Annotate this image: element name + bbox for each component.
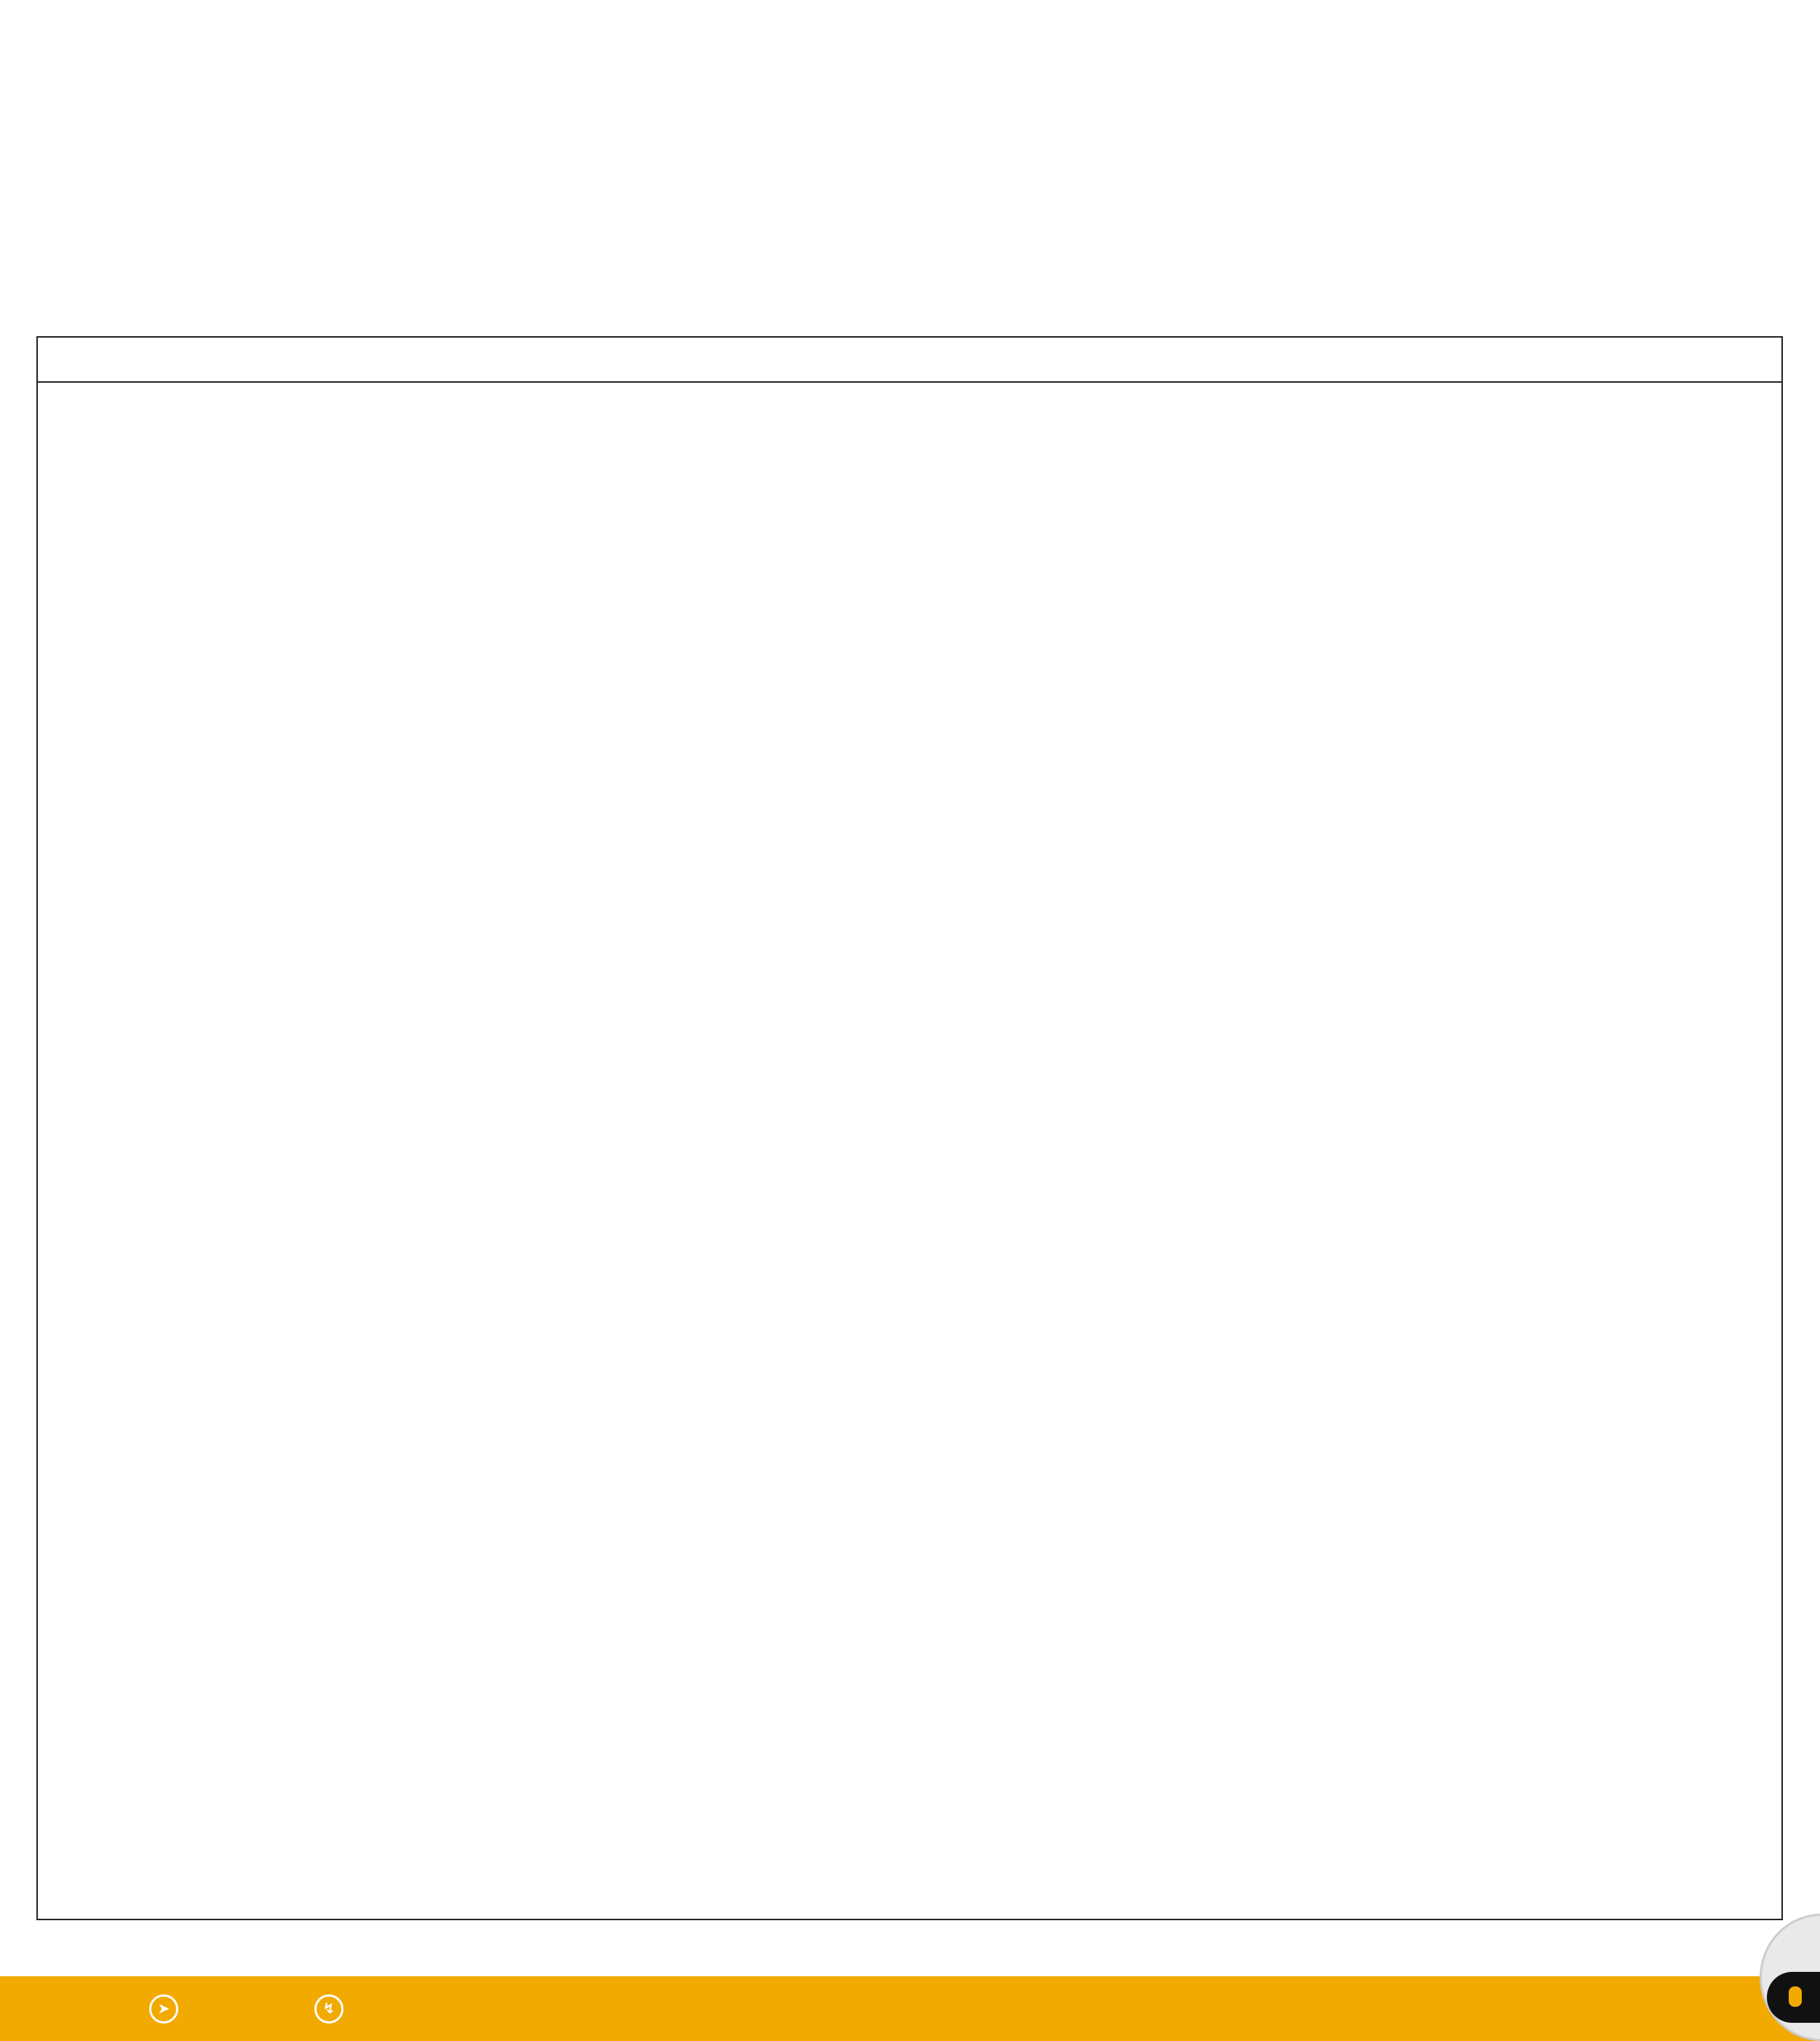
- legend-item: [1398, 195, 1419, 207]
- send-icon: ➤: [149, 1994, 178, 2024]
- legend-item: [675, 238, 696, 250]
- header-members: [867, 338, 1784, 383]
- legend-item: [662, 195, 683, 207]
- legend-dot: [675, 238, 688, 250]
- legend-dot: [582, 282, 595, 294]
- commissions-table: [36, 336, 1783, 1920]
- messenger-icon: ↯: [314, 1994, 343, 2024]
- messenger-link[interactable]: [314, 1976, 351, 2041]
- header-coordinators: [460, 338, 867, 383]
- legend-item: [1137, 238, 1158, 250]
- table-header: [38, 338, 1781, 383]
- legend-item: [224, 195, 245, 207]
- robot-eye: [1789, 1986, 1802, 2007]
- header-commission: [38, 338, 460, 383]
- legend-dot: [1364, 238, 1376, 250]
- legend-item: [214, 282, 235, 294]
- legend-item: [1364, 238, 1385, 250]
- legend-item: [127, 238, 148, 250]
- footer: [0, 1976, 1820, 2041]
- robot-mascot: [1760, 1914, 1820, 2041]
- legend-item: [1016, 195, 1037, 207]
- legend-dot: [1137, 238, 1149, 250]
- legend-item: [582, 282, 603, 294]
- legend-dot: [1016, 195, 1028, 207]
- legend-dot: [1380, 282, 1392, 294]
- twitter-link[interactable]: [149, 1976, 186, 2041]
- legend-dot: [1071, 282, 1084, 294]
- legend: [0, 191, 1820, 322]
- legend-dot: [662, 195, 675, 207]
- legend-dot: [127, 238, 139, 250]
- legend-item: [1071, 282, 1092, 294]
- legend-item: [1380, 282, 1401, 294]
- legend-dot: [214, 282, 226, 294]
- legend-dot: [224, 195, 237, 207]
- legend-dot: [1398, 195, 1410, 207]
